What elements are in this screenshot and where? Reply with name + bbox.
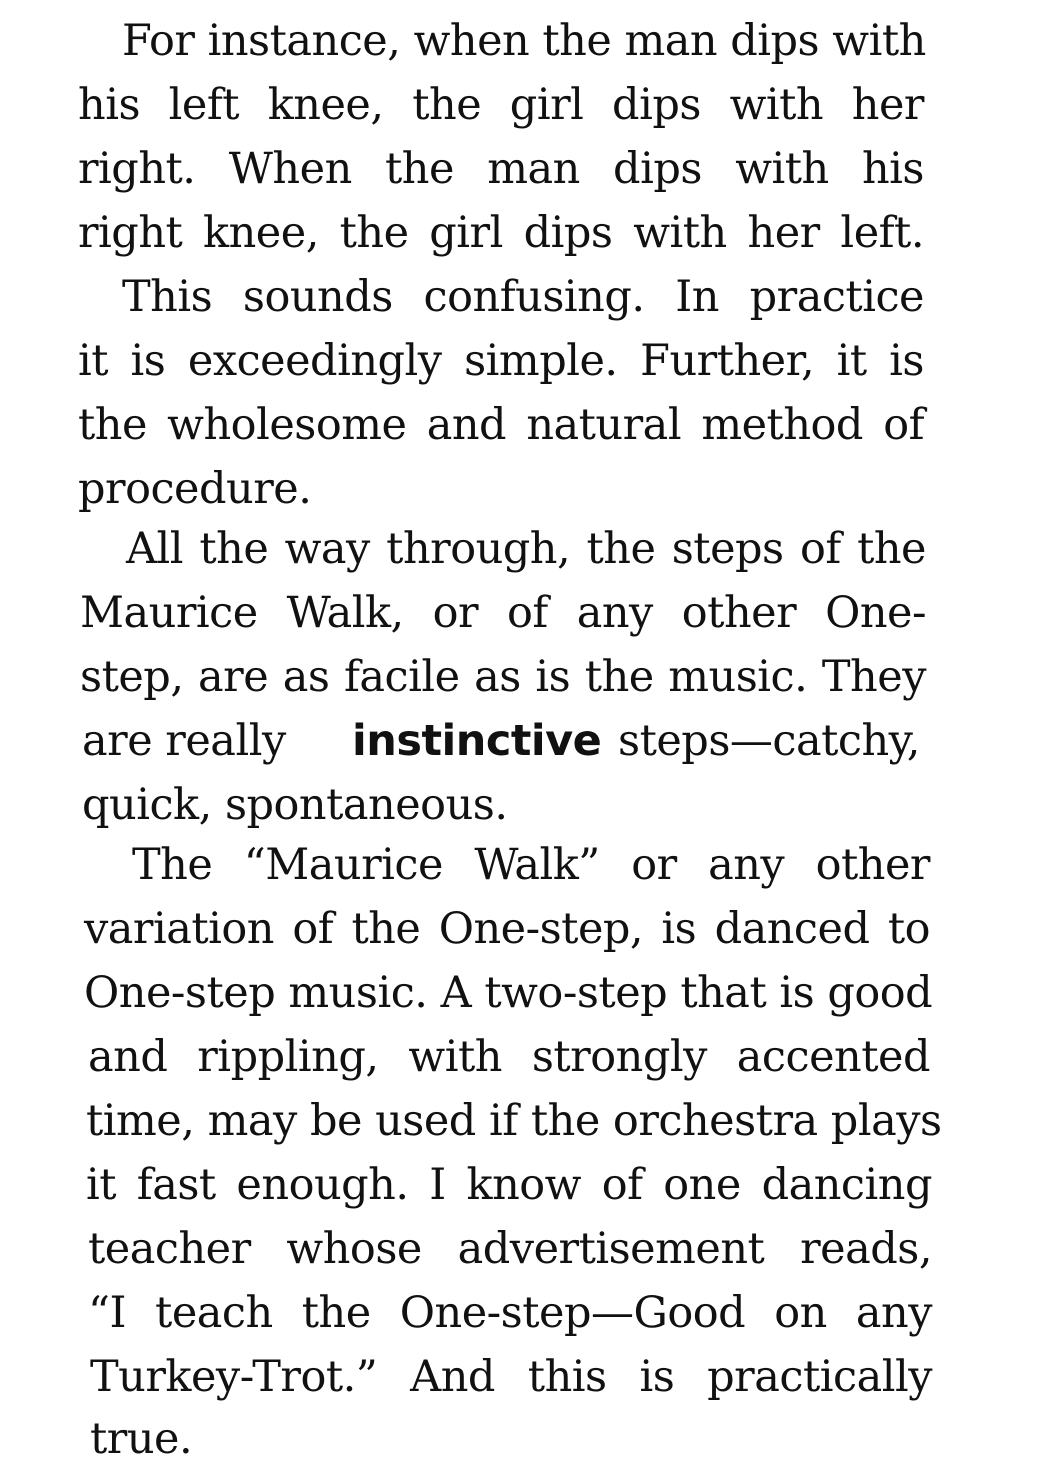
text-line: step, are as facile as is the music. They <box>80 652 926 702</box>
emphasized-word: instinctive <box>352 716 602 766</box>
text-line: it is exceedingly simple. Further, it is <box>78 336 924 386</box>
text-line: Turkey-Trot.” And this is practically <box>90 1352 932 1402</box>
text-line: time, may be used if the orchestra plays <box>86 1096 942 1146</box>
text-line: Maurice Walk, or of any other One- <box>80 588 926 638</box>
text-line: his left knee, the girl dips with her <box>78 80 924 130</box>
text-line: it fast enough. I know of one dancing <box>86 1160 932 1210</box>
text-line: One-step music. A two-step that is good <box>84 968 933 1018</box>
text-line: and rippling, with strongly accented <box>88 1032 930 1082</box>
text-line: steps—catchy, <box>618 716 920 766</box>
text-line: procedure. <box>78 464 312 514</box>
text-line: For instance, when the man dips with <box>122 16 926 66</box>
text-line: “I teach the One-step—Good on any <box>88 1288 932 1338</box>
text-line: variation of the One-step, is danced to <box>84 904 930 954</box>
text-line: All the way through, the steps of the <box>126 524 926 574</box>
text-line: teacher whose advertisement reads, <box>88 1224 932 1274</box>
text-line: right. When the man dips with his <box>78 144 924 194</box>
text-line: true. <box>90 1414 193 1464</box>
text-line: The “Maurice Walk” or any other <box>132 840 930 890</box>
text-line: quick, spontaneous. <box>82 780 508 830</box>
text-line: are really <box>82 716 286 766</box>
text-line: right knee, the girl dips with her left. <box>78 208 924 258</box>
text-line: the wholesome and natural method of <box>78 400 924 450</box>
text-line: This sounds confusing. In practice <box>122 272 924 322</box>
